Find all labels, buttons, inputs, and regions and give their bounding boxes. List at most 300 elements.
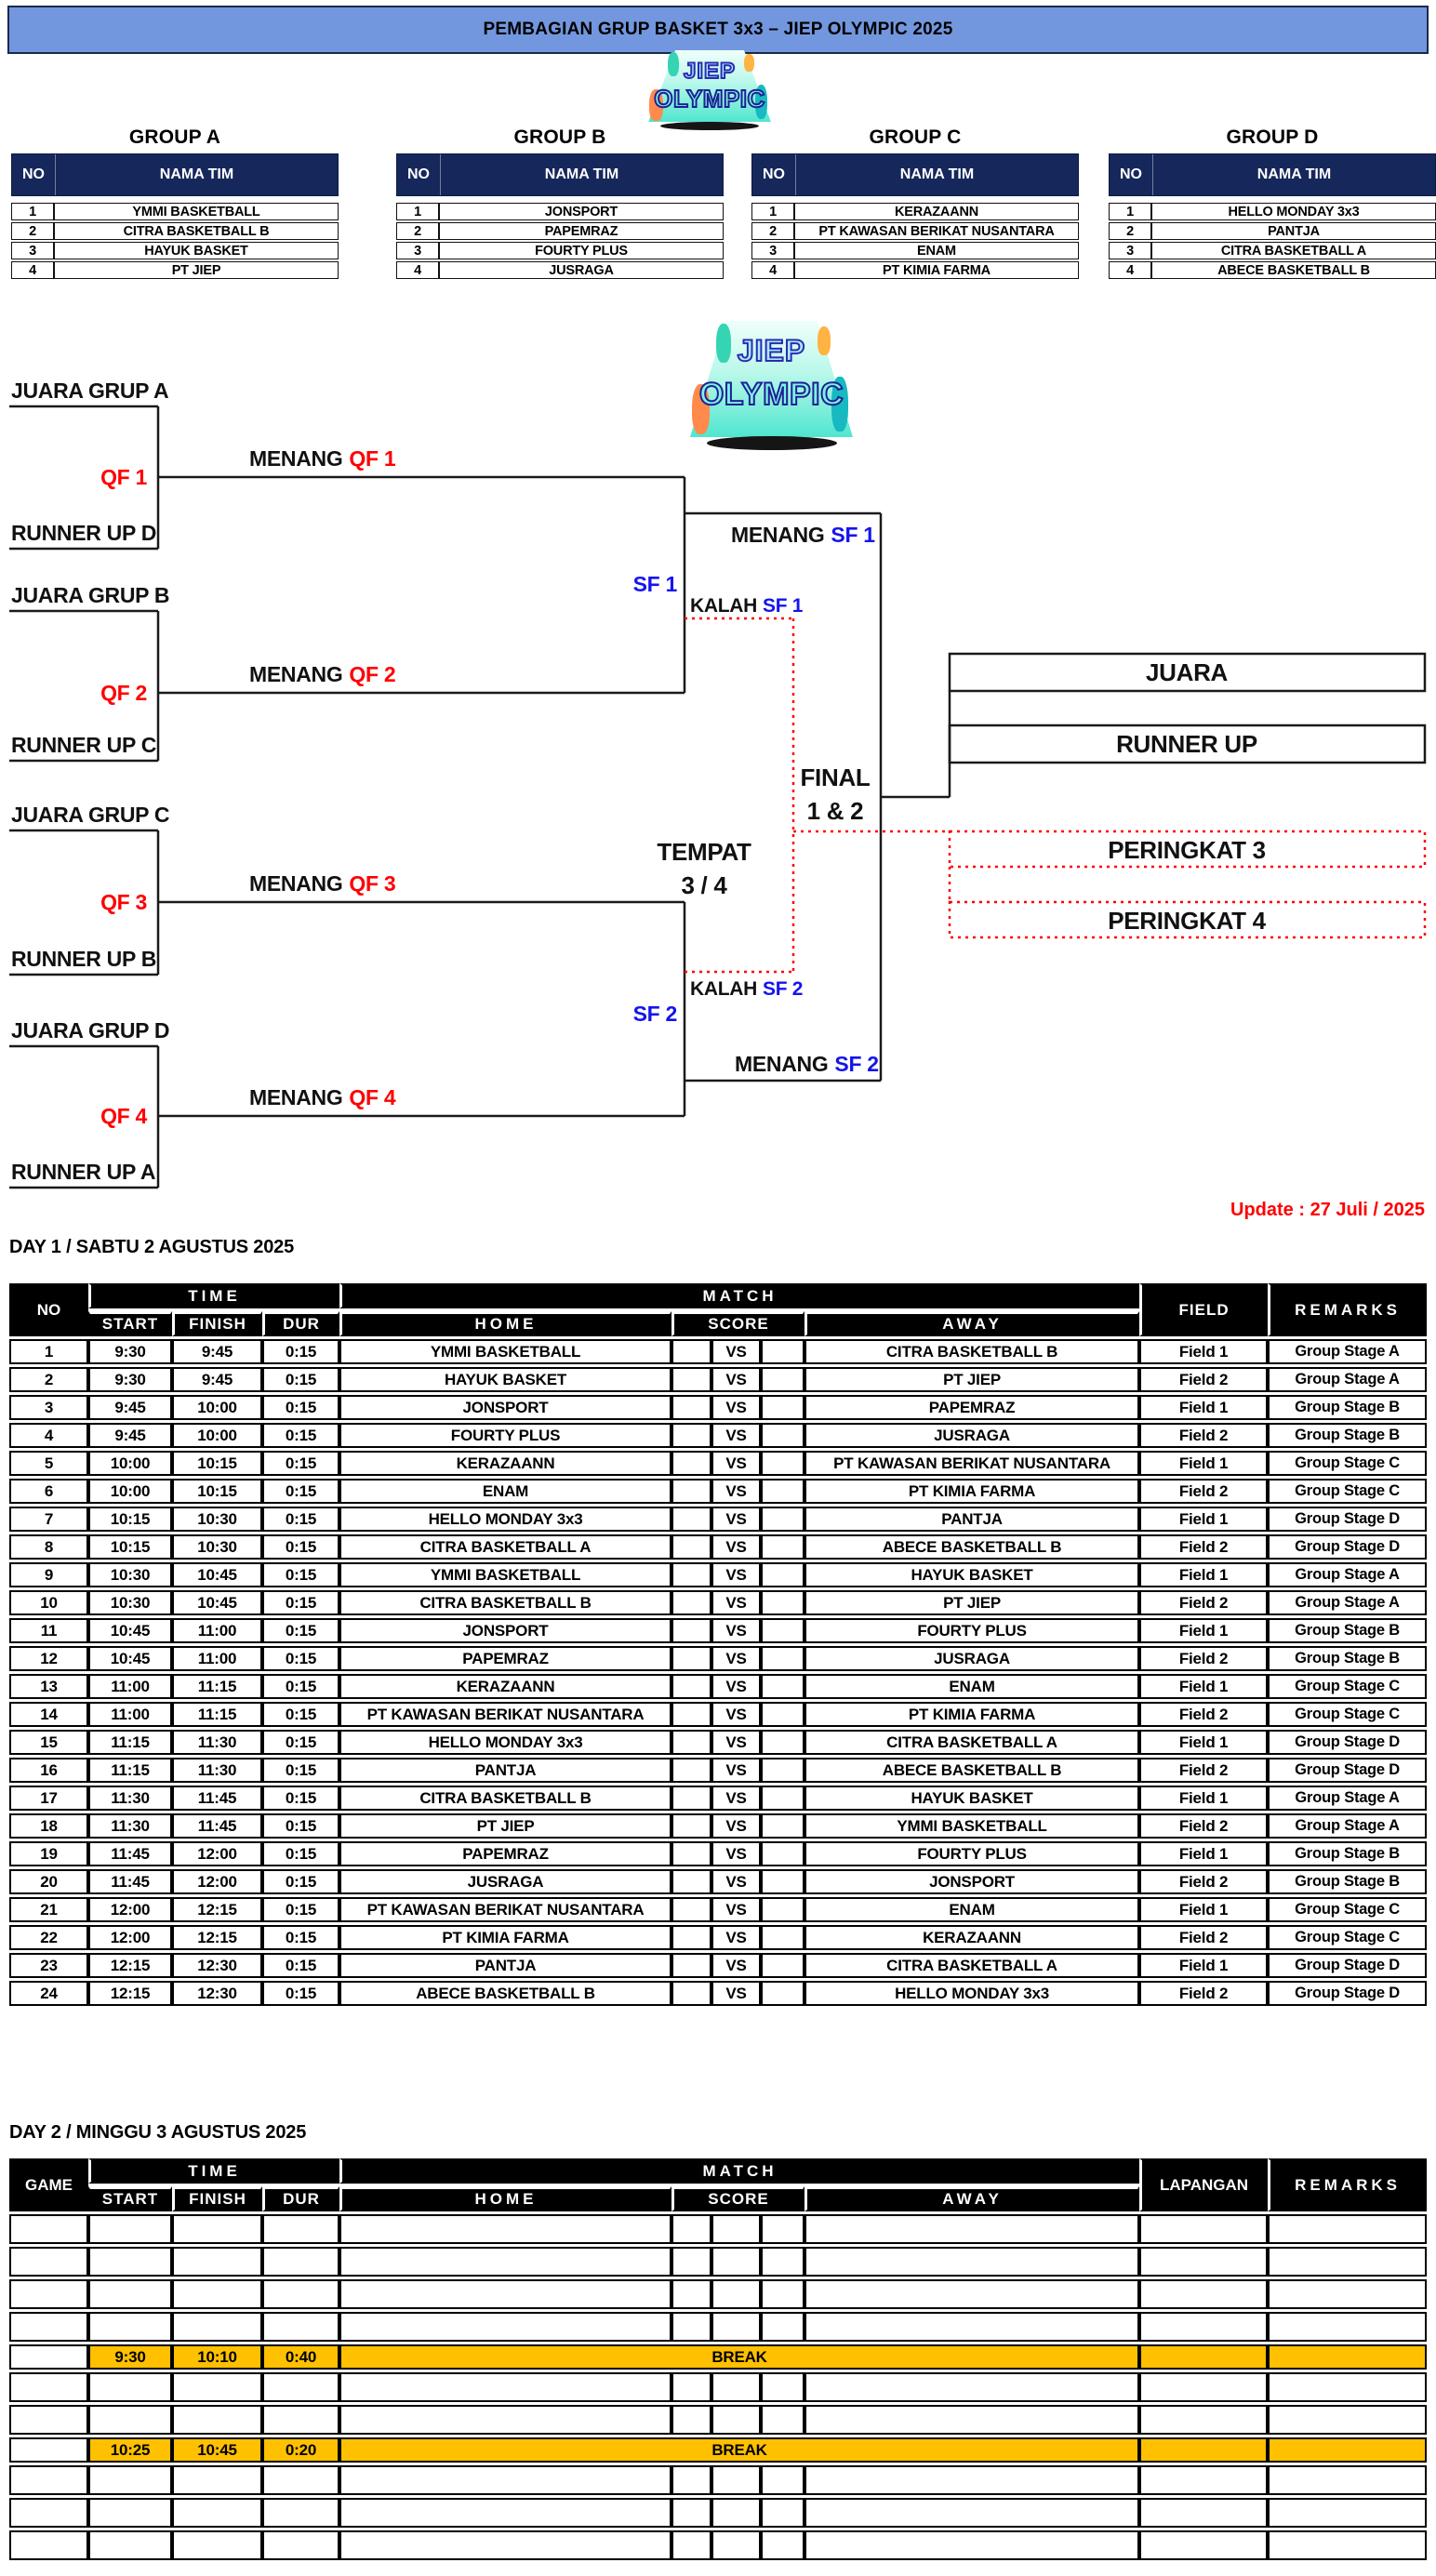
home-score-cell (671, 2498, 711, 2528)
home-score-cell (671, 1953, 711, 1978)
home-team: ABECE BASKETBALL B (339, 1981, 671, 2006)
menang-qf1-label: MENANG QF 1 (249, 446, 396, 471)
home-score-cell (671, 1786, 711, 1811)
home-score-cell (671, 1841, 711, 1866)
start-time (88, 2498, 172, 2528)
start-time: 12:15 (88, 1953, 172, 1978)
team-number: 1 (1109, 203, 1151, 220)
home-score-cell (671, 1869, 711, 1894)
team-name: JUSRAGA (439, 261, 724, 279)
empty-row (9, 2465, 1427, 2495)
remarks (1268, 2247, 1427, 2277)
home-score-cell (671, 1451, 711, 1476)
finish-time (172, 2279, 262, 2309)
match-number: 8 (9, 1534, 88, 1560)
duration: 0:15 (262, 1451, 339, 1476)
home-team (339, 2405, 671, 2435)
bracket-slot-juara-grup-b: JUARA GRUP B (11, 583, 170, 607)
away-team (804, 2372, 1139, 2402)
start-time (88, 2372, 172, 2402)
menang-sf1-label: MENANG SF 1 (731, 523, 875, 547)
match-number: 15 (9, 1730, 88, 1755)
match-row (9, 1786, 1427, 1811)
home-team: PT JIEP (339, 1813, 671, 1839)
empty-row (9, 2214, 1427, 2244)
remarks: Group Stage C (1268, 1925, 1427, 1950)
group-team-row (396, 203, 724, 220)
group-team-row (751, 222, 1079, 240)
home-team: HAYUK BASKET (339, 1367, 671, 1392)
start-time (88, 2214, 172, 2244)
team-name: JONSPORT (439, 203, 724, 220)
finish-time (172, 2372, 262, 2402)
day2-schedule-table (9, 2156, 1427, 2563)
field: Field 2 (1139, 1925, 1268, 1950)
away-score-cell (761, 2214, 804, 2244)
duration (262, 2498, 339, 2528)
group-b-table (396, 126, 724, 281)
col-nama-tim: NAMA TIM (795, 154, 1078, 195)
match-row (9, 1730, 1427, 1755)
start-time (88, 2530, 172, 2560)
away-team: PT JIEP (804, 1367, 1139, 1392)
away-score-cell (761, 1479, 804, 1504)
duration: 0:15 (262, 1869, 339, 1894)
group-team-row (396, 242, 724, 259)
field: Field 1 (1139, 1451, 1268, 1476)
home-score-cell (671, 2247, 711, 2277)
away-team: HAYUK BASKET (804, 1562, 1139, 1587)
finish-time: 11:15 (172, 1674, 262, 1699)
finish-time (172, 2465, 262, 2495)
remarks (1268, 2372, 1427, 2402)
home-score-cell (671, 1646, 711, 1671)
finish-time: 12:30 (172, 1981, 262, 2006)
start-time: 11:00 (88, 1702, 172, 1727)
team-name: CITRA BASKETBALL B (54, 222, 339, 240)
home-team: JUSRAGA (339, 1869, 671, 1894)
start-time: 12:00 (88, 1897, 172, 1922)
match-number (9, 2465, 88, 2495)
logo-text-olympic: OLYMPIC (654, 84, 765, 113)
away-score-cell (761, 2279, 804, 2309)
match-number: 6 (9, 1479, 88, 1504)
team-number: 2 (11, 222, 54, 240)
empty-row (9, 2312, 1427, 2342)
remarks (1268, 2279, 1427, 2309)
remarks: Group Stage C (1268, 1674, 1427, 1699)
empty-row (9, 2372, 1427, 2402)
vs-label: VS (711, 1813, 761, 1839)
vs-cell (711, 2214, 761, 2244)
group-team-row (396, 222, 724, 240)
remarks: Group Stage D (1268, 1953, 1427, 1978)
home-score-cell (671, 1395, 711, 1420)
col-header-score: SCORE (671, 1311, 804, 1336)
juara-label: JUARA (1145, 658, 1229, 686)
group-team-row (11, 222, 339, 240)
start-time: 11:00 (88, 1674, 172, 1699)
finish-time: 11:00 (172, 1618, 262, 1643)
start-time: 12:00 (88, 1925, 172, 1950)
field: Field 2 (1139, 1479, 1268, 1504)
home-score-cell (671, 1618, 711, 1643)
match-number (9, 2279, 88, 2309)
vs-cell (711, 2372, 761, 2402)
team-name: HAYUK BASKET (54, 242, 339, 259)
duration: 0:15 (262, 1395, 339, 1420)
match-number: 20 (9, 1869, 88, 1894)
group-b-title: GROUP B (513, 126, 606, 148)
away-team: YMMI BASKETBALL (804, 1813, 1139, 1839)
home-team: PT KIMIA FARMA (339, 1925, 671, 1950)
match-number: 10 (9, 1590, 88, 1615)
home-team: PAPEMRAZ (339, 1646, 671, 1671)
start-time: 10:45 (88, 1618, 172, 1643)
bracket-slot-runner-up-a: RUNNER UP A (11, 1160, 156, 1184)
away-score-cell (761, 2465, 804, 2495)
start-time: 11:15 (88, 1758, 172, 1783)
vs-cell (711, 2465, 761, 2495)
team-name: PAPEMRAZ (439, 222, 724, 240)
away-score-cell (761, 2498, 804, 2528)
duration: 0:15 (262, 1925, 339, 1950)
match-number: 23 (9, 1953, 88, 1978)
start-time: 9:45 (88, 1395, 172, 1420)
field (1139, 2247, 1268, 2277)
home-team: ENAM (339, 1479, 671, 1504)
duration (262, 2214, 339, 2244)
group-team-row (1109, 261, 1436, 279)
start-time: 9:30 (88, 2344, 172, 2370)
finish-time: 9:45 (172, 1367, 262, 1392)
start-time: 11:30 (88, 1786, 172, 1811)
start-time: 10:15 (88, 1507, 172, 1532)
col-header-field: FIELD (1139, 1283, 1268, 1336)
away-team: JONSPORT (804, 1869, 1139, 1894)
remarks (1268, 2498, 1427, 2528)
home-team: PANTJA (339, 1953, 671, 1978)
home-team: PANTJA (339, 1758, 671, 1783)
jiep-olympic-logo-top (648, 50, 771, 132)
group-a-table (11, 126, 339, 281)
remarks: Group Stage D (1268, 1534, 1427, 1560)
field: Field 1 (1139, 1953, 1268, 1978)
col-header-remarks: REMARKS (1268, 1283, 1427, 1336)
home-team: CITRA BASKETBALL A (339, 1534, 671, 1560)
duration (262, 2247, 339, 2277)
remarks: Group Stage B (1268, 1869, 1427, 1894)
vs-label: VS (711, 1479, 761, 1504)
col-header-score: SCORE (671, 2186, 804, 2211)
match-number: 11 (9, 1618, 88, 1643)
finish-time: 10:45 (172, 1562, 262, 1587)
match-number: 22 (9, 1925, 88, 1950)
document-title-bar (7, 6, 1429, 54)
tempat-3-4-label-line2: 3 / 4 (681, 871, 727, 899)
away-score-cell (761, 1841, 804, 1866)
home-team (339, 2498, 671, 2528)
match-row (9, 1339, 1427, 1364)
away-score-cell (761, 1925, 804, 1950)
away-team: JUSRAGA (804, 1646, 1139, 1671)
field (1139, 2312, 1268, 2342)
field: Field 1 (1139, 1395, 1268, 1420)
start-time (88, 2279, 172, 2309)
jiep-olympic-logo-bracket (690, 321, 853, 453)
duration: 0:15 (262, 1813, 339, 1839)
remarks (1268, 2405, 1427, 2435)
duration: 0:15 (262, 1562, 339, 1587)
home-team: FOURTY PLUS (339, 1423, 671, 1448)
duration: 0:15 (262, 1590, 339, 1615)
home-team (339, 2247, 671, 2277)
match-row (9, 1981, 1427, 2006)
away-score-cell (761, 1869, 804, 1894)
empty-row (9, 2247, 1427, 2277)
match-row (9, 1674, 1427, 1699)
duration (262, 2405, 339, 2435)
finish-time: 9:45 (172, 1339, 262, 1364)
col-no: NO (1120, 166, 1142, 182)
away-team: PT KIMIA FARMA (804, 1702, 1139, 1727)
match-number: 3 (9, 1395, 88, 1420)
finish-time (172, 2214, 262, 2244)
away-team: KERAZAANN (804, 1925, 1139, 1950)
away-score-cell (761, 1562, 804, 1587)
away-team: HAYUK BASKET (804, 1786, 1139, 1811)
match-row (9, 1953, 1427, 1978)
match-row (9, 1758, 1427, 1783)
start-time: 10:30 (88, 1562, 172, 1587)
finish-time: 12:15 (172, 1897, 262, 1922)
duration: 0:15 (262, 1534, 339, 1560)
col-no: NO (407, 166, 430, 182)
remarks: Group Stage A (1268, 1590, 1427, 1615)
finish-time: 10:15 (172, 1479, 262, 1504)
group-c-title: GROUP C (869, 126, 962, 148)
team-name: FOURTY PLUS (439, 242, 724, 259)
home-score-cell (671, 2214, 711, 2244)
team-number: 3 (1109, 242, 1151, 259)
start-time: 9:45 (88, 1423, 172, 1448)
logo-base-ellipse (707, 436, 837, 451)
vs-label: VS (711, 1367, 761, 1392)
group-b-header (396, 153, 724, 196)
vs-label: VS (711, 1758, 761, 1783)
group-team-row (1109, 203, 1436, 220)
home-score-cell (671, 1507, 711, 1532)
away-score-cell (761, 2530, 804, 2560)
field: Field 1 (1139, 1730, 1268, 1755)
away-score-cell (761, 1367, 804, 1392)
start-time: 9:30 (88, 1367, 172, 1392)
duration: 0:15 (262, 1339, 339, 1364)
match-row (9, 1897, 1427, 1922)
group-a-header (11, 153, 339, 196)
finish-time: 12:00 (172, 1869, 262, 1894)
col-header-start: START (88, 2186, 172, 2211)
away-score-cell (761, 1813, 804, 1839)
away-score-cell (761, 1702, 804, 1727)
home-score-cell (671, 2372, 711, 2402)
home-team: KERAZAANN (339, 1674, 671, 1699)
field: Field 2 (1139, 1813, 1268, 1839)
match-row (9, 1479, 1427, 1504)
field: Field 2 (1139, 1534, 1268, 1560)
away-score-cell (761, 1618, 804, 1643)
group-team-row (1109, 242, 1436, 259)
start-time: 10:15 (88, 1534, 172, 1560)
match-number: 19 (9, 1841, 88, 1866)
remarks: Group Stage B (1268, 1618, 1427, 1643)
vs-label: VS (711, 1395, 761, 1420)
duration: 0:15 (262, 1507, 339, 1532)
group-a-title: GROUP A (128, 126, 221, 148)
away-score-cell (761, 1786, 804, 1811)
away-team (804, 2465, 1139, 2495)
group-d-table (1109, 126, 1436, 281)
away-team: PAPEMRAZ (804, 1395, 1139, 1420)
field: Field 1 (1139, 1507, 1268, 1532)
team-number: 3 (751, 242, 794, 259)
field (1139, 2437, 1268, 2463)
away-team: HELLO MONDAY 3x3 (804, 1981, 1139, 2006)
away-score-cell (761, 2405, 804, 2435)
home-score-cell (671, 1590, 711, 1615)
field (1139, 2405, 1268, 2435)
group-team-row (11, 203, 339, 220)
match-number: 9 (9, 1562, 88, 1587)
vs-label: VS (711, 1674, 761, 1699)
remarks (1268, 2530, 1427, 2560)
col-header-time: TIME (88, 1283, 339, 1308)
finish-time: 12:00 (172, 1841, 262, 1866)
away-team (804, 2498, 1139, 2528)
field: Field 2 (1139, 1758, 1268, 1783)
vs-label: VS (711, 1618, 761, 1643)
home-team: YMMI BASKETBALL (339, 1562, 671, 1587)
start-time: 11:30 (88, 1813, 172, 1839)
start-time: 10:25 (88, 2437, 172, 2463)
away-score-cell (761, 2312, 804, 2342)
finish-time: 10:45 (172, 2437, 262, 2463)
home-team (339, 2279, 671, 2309)
away-score-cell (761, 1423, 804, 1448)
home-score-cell (671, 1562, 711, 1587)
remarks (1268, 2214, 1427, 2244)
field: Field 2 (1139, 1590, 1268, 1615)
remarks (1268, 2465, 1427, 2495)
col-header-home: HOME (339, 2186, 671, 2211)
qf2-label: QF 2 (100, 681, 147, 705)
team-name: YMMI BASKETBALL (54, 203, 339, 220)
match-number: 21 (9, 1897, 88, 1922)
start-time: 12:15 (88, 1981, 172, 2006)
break-row (9, 2344, 1427, 2370)
field: Field 2 (1139, 1702, 1268, 1727)
match-number (9, 2312, 88, 2342)
away-team: PT JIEP (804, 1590, 1139, 1615)
match-number (9, 2247, 88, 2277)
home-score-cell (671, 1730, 711, 1755)
remarks: Group Stage A (1268, 1367, 1427, 1392)
duration: 0:15 (262, 1618, 339, 1643)
home-team (339, 2214, 671, 2244)
home-team: YMMI BASKETBALL (339, 1339, 671, 1364)
vs-cell (711, 2405, 761, 2435)
remarks: Group Stage C (1268, 1451, 1427, 1476)
away-score-cell (761, 1395, 804, 1420)
team-number: 1 (396, 203, 439, 220)
match-number: 14 (9, 1702, 88, 1727)
finish-time (172, 2247, 262, 2277)
menang-qf2-label: MENANG QF 2 (249, 662, 396, 686)
vs-cell (711, 2247, 761, 2277)
remarks: Group Stage D (1268, 1730, 1427, 1755)
home-score-cell (671, 1925, 711, 1950)
vs-cell (711, 2530, 761, 2560)
finish-time: 11:45 (172, 1813, 262, 1839)
home-team: JONSPORT (339, 1395, 671, 1420)
duration: 0:15 (262, 1953, 339, 1978)
home-team: CITRA BASKETBALL B (339, 1590, 671, 1615)
match-number: 17 (9, 1786, 88, 1811)
bracket-slot-runner-up-b: RUNNER UP B (11, 947, 157, 971)
match-row (9, 1590, 1427, 1615)
team-name: PANTJA (1151, 222, 1436, 240)
col-header-finish: FINISH (172, 2186, 262, 2211)
home-team: PT KAWASAN BERIKAT NUSANTARA (339, 1897, 671, 1922)
vs-label: VS (711, 1897, 761, 1922)
away-score-cell (761, 1758, 804, 1783)
qf1-label: QF 1 (100, 465, 147, 489)
bracket-slot-juara-grup-d: JUARA GRUP D (11, 1018, 170, 1042)
home-score-cell (671, 2405, 711, 2435)
runner-up-label: RUNNER UP (1116, 730, 1257, 758)
away-score-cell (761, 1590, 804, 1615)
duration: 0:15 (262, 1479, 339, 1504)
field (1139, 2465, 1268, 2495)
col-header-game: GAME (9, 2158, 88, 2211)
team-name: ABECE BASKETBALL B (1151, 261, 1436, 279)
vs-label: VS (711, 1507, 761, 1532)
col-no: NO (763, 166, 785, 182)
col-header-away: AWAY (804, 2186, 1139, 2211)
peringkat-4-label: PERINGKAT 4 (1108, 907, 1266, 935)
col-header-lapangan: LAPANGAN (1139, 2158, 1268, 2211)
vs-cell (711, 2312, 761, 2342)
match-number: 18 (9, 1813, 88, 1839)
col-nama-tim: NAMA TIM (440, 154, 723, 195)
vs-label: VS (711, 1981, 761, 2006)
duration: 0:15 (262, 1981, 339, 2006)
duration: 0:20 (262, 2437, 339, 2463)
col-nama-tim: NAMA TIM (55, 154, 338, 195)
finish-time: 10:00 (172, 1395, 262, 1420)
logo-text-jiep: JIEP (683, 58, 737, 84)
away-team: CITRA BASKETBALL A (804, 1730, 1139, 1755)
duration (262, 2279, 339, 2309)
field: Field 2 (1139, 1981, 1268, 2006)
remarks: Group Stage D (1268, 1758, 1427, 1783)
match-row (9, 1702, 1427, 1727)
match-row (9, 1507, 1427, 1532)
away-team (804, 2247, 1139, 2277)
vs-label: VS (711, 1925, 761, 1950)
home-team: HELLO MONDAY 3x3 (339, 1730, 671, 1755)
match-row (9, 1423, 1427, 1448)
